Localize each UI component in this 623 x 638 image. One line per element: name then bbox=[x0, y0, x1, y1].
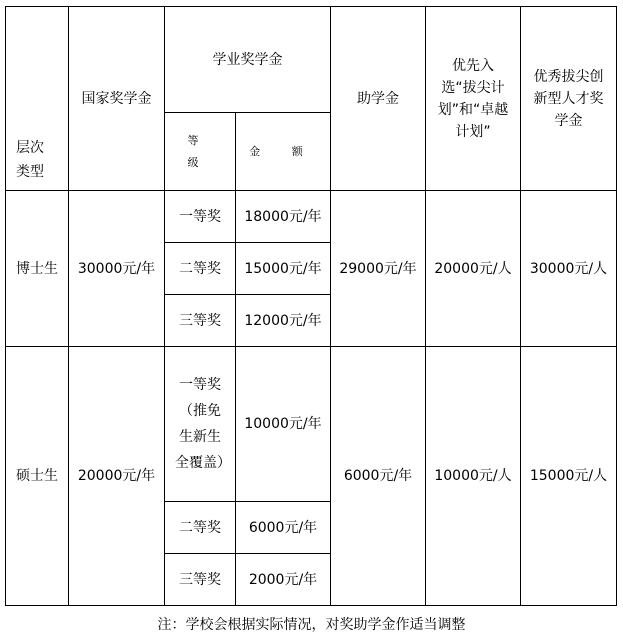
row-master-amount-2: 6000元/年 bbox=[236, 502, 331, 554]
header-aid: 助学金 bbox=[331, 7, 426, 191]
footnote: 注：学校会根据实际情况，对奖助学金作适当调整 bbox=[157, 617, 466, 633]
row-master-amount-3: 2000元/年 bbox=[236, 554, 331, 606]
row-master-national: 20000元/年 bbox=[69, 347, 165, 606]
header-innovative: 优秀拔尖创新型人才奖学金 bbox=[521, 7, 617, 191]
header-academic: 学业奖学金 bbox=[165, 7, 331, 113]
row-phd-amount-2: 15000元/年 bbox=[236, 243, 331, 295]
row-phd-amount-3: 12000元/年 bbox=[236, 295, 331, 347]
row-master-amount-1: 10000元/年 bbox=[236, 347, 331, 502]
row-phd-aid: 29000元/年 bbox=[331, 191, 426, 347]
scholarship-table bbox=[5, 6, 617, 606]
row-master-innovative: 15000元/人 bbox=[521, 347, 617, 606]
row-phd-grade-1: 一等奖 bbox=[165, 191, 236, 243]
row-master-grade-2: 二等奖 bbox=[165, 502, 236, 554]
row-master-priority: 10000元/人 bbox=[426, 347, 521, 606]
header-amount: 金 额 bbox=[236, 113, 331, 191]
row-phd-priority: 20000元/人 bbox=[426, 191, 521, 347]
row-phd-amount-1: 18000元/年 bbox=[236, 191, 331, 243]
header-level-type bbox=[6, 7, 69, 191]
row-master-grade-3: 三等奖 bbox=[165, 554, 236, 606]
row-phd-grade-2: 二等奖 bbox=[165, 243, 236, 295]
row-phd-innovative: 30000元/人 bbox=[521, 191, 617, 347]
row-phd-label: 博士生 bbox=[6, 191, 69, 347]
row-phd-national: 30000元/年 bbox=[69, 191, 165, 347]
header-priority: 优先入选“拔尖计划”和“卓越计划” bbox=[426, 7, 521, 191]
row-master-grade-1: 一等奖（推免生新生全覆盖） bbox=[165, 347, 236, 502]
row-phd-grade-3: 三等奖 bbox=[165, 295, 236, 347]
header-national: 国家奖学金 bbox=[69, 7, 165, 191]
header-level-type-text: 层次类型 bbox=[16, 140, 44, 180]
header-grade: 等 级 bbox=[165, 113, 236, 191]
row-master-label: 硕士生 bbox=[6, 347, 69, 606]
row-master-aid: 6000元/年 bbox=[331, 347, 426, 606]
